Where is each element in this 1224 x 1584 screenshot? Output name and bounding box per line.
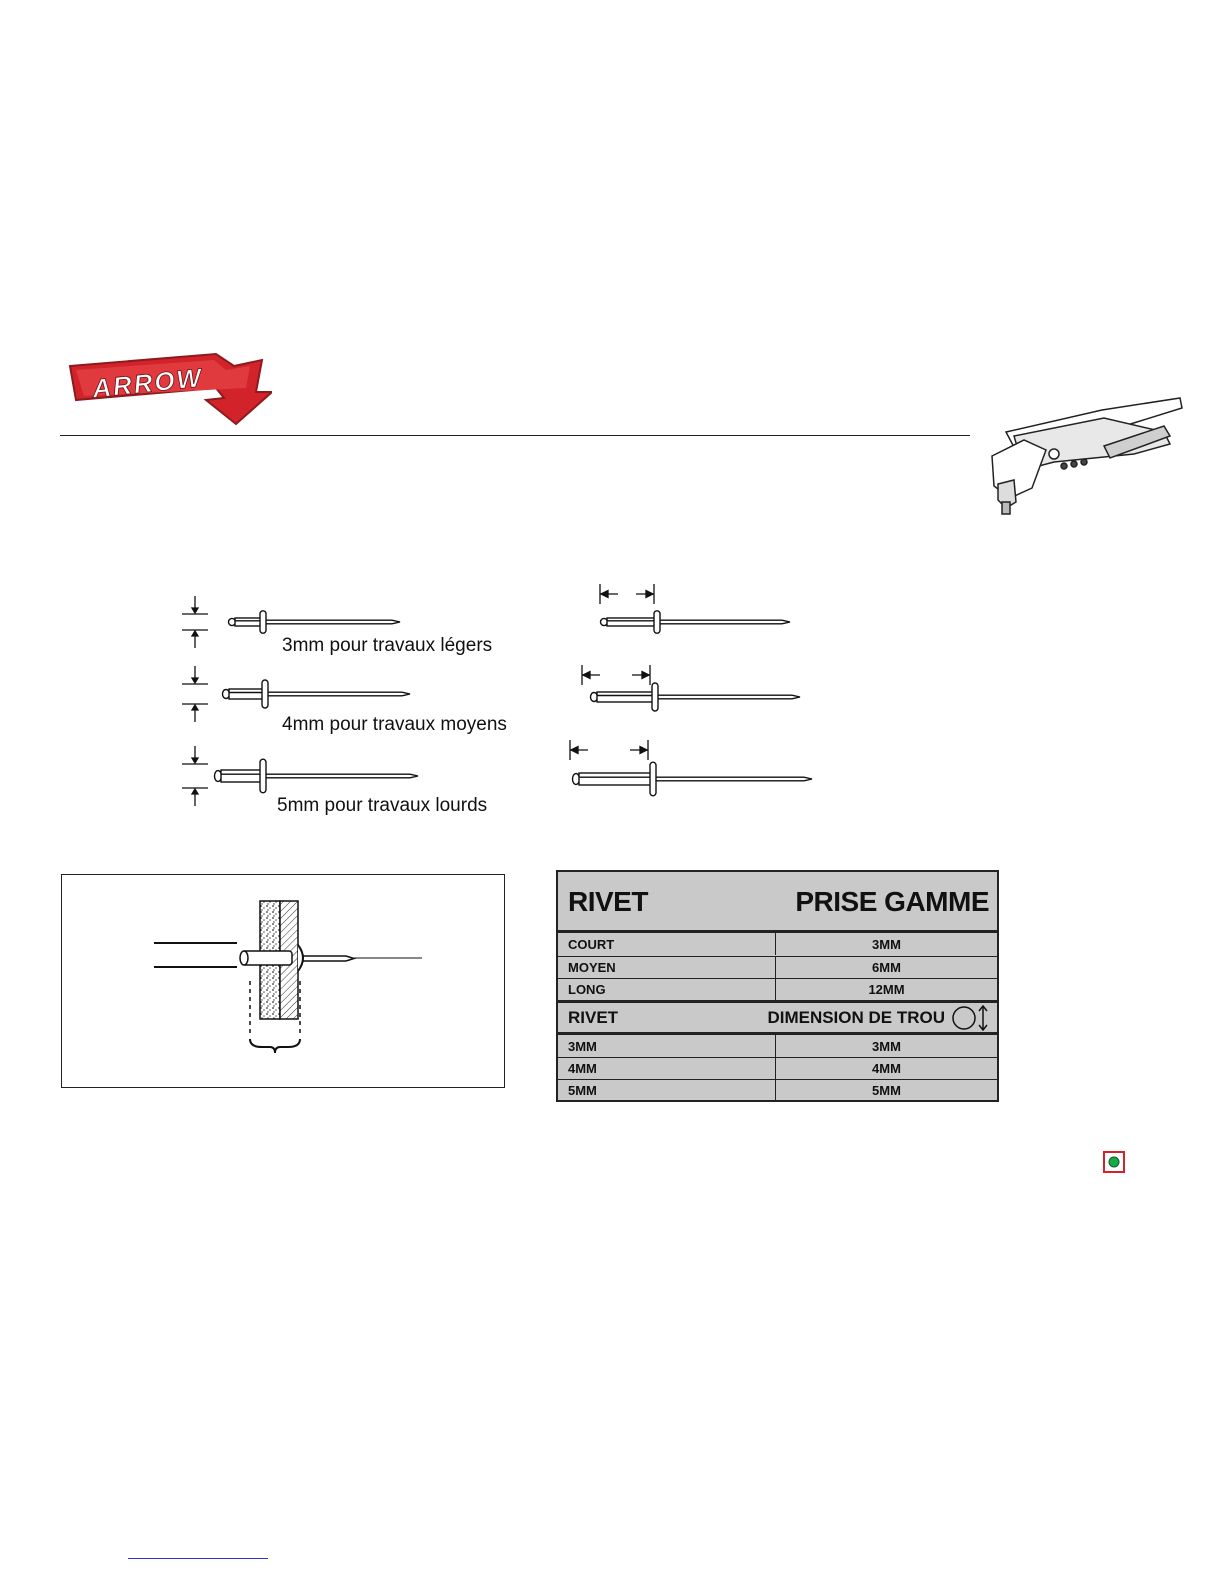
rivet-label-5mm: 5mm pour travaux lourds (277, 795, 488, 816)
table-header-grip (558, 872, 997, 932)
rivet-5mm-drawing (215, 759, 419, 793)
rivet-label-3mm: 3mm pour travaux légers (282, 635, 493, 656)
diameter-marker-3mm (182, 596, 208, 648)
cell-value: 5MM (872, 1083, 901, 1098)
rivet-tool-icon (984, 396, 1184, 520)
arrow-logo (66, 352, 272, 426)
cell-rivet: COURT (558, 933, 776, 955)
cell-value: 3MM (872, 1038, 901, 1054)
hole-diameter-icon (951, 1005, 991, 1031)
cell-value: 3MM (872, 936, 901, 952)
cell-rivet: MOYEN (558, 957, 776, 978)
green-dot-icon[interactable] (1103, 1151, 1125, 1173)
rivet-medium-drawing (591, 683, 801, 711)
footer-link-underline[interactable] (128, 1558, 268, 1559)
table-row (558, 933, 997, 955)
table-row (558, 1035, 997, 1057)
cell-value: 6MM (872, 960, 901, 975)
logo-text: ARROW (90, 362, 205, 404)
length-marker-medium (582, 665, 650, 685)
cell-rivet: 5MM (558, 1080, 776, 1101)
rivet-cross-section-icon (62, 875, 506, 1089)
header-dimension-de-trou: DIMENSION DE TROU (767, 1008, 945, 1027)
rivet-3mm-drawing (229, 611, 401, 633)
header-divider (60, 435, 970, 436)
cell-rivet: 3MM (558, 1035, 776, 1057)
cell-value: 12MM (868, 982, 905, 997)
length-marker-long (570, 740, 648, 760)
header-rivet: RIVET (568, 1008, 619, 1027)
table-header-hole (558, 1003, 997, 1033)
header-rivet: RIVET (568, 886, 648, 917)
diameter-marker-4mm (182, 666, 208, 722)
table-row (558, 1079, 997, 1101)
length-marker-short (600, 584, 654, 604)
rivet-table (556, 870, 999, 1102)
header-prise-gamme: PRISE GAMME (795, 886, 989, 917)
table-row (558, 956, 997, 978)
diameter-marker-5mm (182, 746, 208, 806)
rivet-label-4mm: 4mm pour travaux moyens (282, 714, 507, 735)
rivet-long-drawing (573, 762, 813, 796)
grip-range-diagram (61, 874, 505, 1088)
table-row (558, 978, 997, 1000)
rivet-short-drawing (601, 611, 791, 633)
cell-value: 4MM (872, 1061, 901, 1076)
cell-rivet: LONG (558, 979, 776, 1000)
cell-rivet: 4MM (558, 1058, 776, 1079)
table-row (558, 1057, 997, 1079)
rivet-size-diagrams (160, 580, 840, 820)
rivet-4mm-drawing (223, 680, 411, 708)
